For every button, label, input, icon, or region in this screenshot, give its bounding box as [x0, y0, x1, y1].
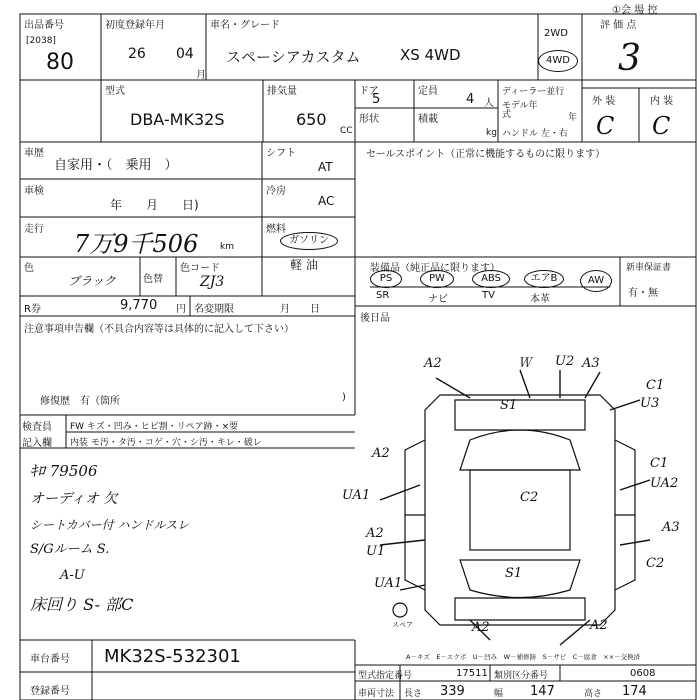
- damage-mark: U1: [366, 544, 386, 559]
- damage-mark: A2: [372, 446, 390, 461]
- damage-mark: S1: [500, 398, 518, 413]
- equip-sr: SR: [376, 290, 390, 301]
- color-label: 色: [24, 263, 34, 274]
- capacity-unit: 人: [484, 98, 494, 109]
- height: 174: [622, 684, 647, 699]
- cc-unit: CC: [340, 126, 353, 136]
- chassis: MK32S-532301: [104, 646, 241, 667]
- shift: AT: [318, 160, 333, 174]
- class-no: 0608: [630, 668, 656, 679]
- equip-tv: TV: [482, 290, 495, 301]
- venue: ①会 場 控: [612, 5, 658, 16]
- inspector-label-1: 検査員: [22, 422, 52, 433]
- notes-label: 注意事項申告欄（不具合内容等は具体的に記入して下さい）: [24, 324, 294, 335]
- usage: 自家用・（ 乗用 ）: [54, 158, 178, 173]
- doors: 5: [372, 92, 381, 107]
- model-cert: 17511: [456, 668, 488, 679]
- mileage: 7万9千506: [74, 230, 199, 258]
- shift-label: シフト: [266, 148, 296, 159]
- repair-close: ): [342, 392, 346, 403]
- repair-label: 修復歴 有（箇所: [40, 396, 120, 407]
- interior-label: 内 装: [650, 96, 674, 107]
- displacement-label: 排気量: [267, 86, 297, 97]
- displacement: 650: [296, 110, 327, 129]
- later-items-label: 後日品: [360, 313, 390, 324]
- equip-airbag: エアB: [524, 270, 564, 288]
- equip-leather: 本革: [530, 294, 550, 305]
- damage-mark: C2: [520, 490, 539, 505]
- color: ブラック: [68, 274, 116, 288]
- damage-mark: UA1: [374, 576, 403, 591]
- ac: AC: [318, 194, 335, 208]
- reg-number-label: 登録番号: [30, 686, 70, 697]
- equip-label: 装備品（純正品に限ります）: [370, 263, 500, 274]
- damage-mark: U2: [555, 354, 575, 369]
- color-code: ZJ3: [200, 274, 225, 290]
- interior-grade: C: [652, 112, 671, 140]
- equip-navi: ナビ: [428, 294, 448, 305]
- doors-label: ドア: [359, 86, 379, 97]
- width-label: 幅: [494, 689, 504, 699]
- damage-mark: U3: [640, 396, 660, 411]
- damage-mark: A3: [582, 356, 600, 371]
- new-warranty: 有・無: [628, 288, 658, 299]
- shape-label: 形状: [359, 114, 379, 125]
- note-line: シートカバー付 ハンドルスレ: [30, 518, 190, 532]
- first-reg-label: 初度登録年月: [105, 20, 165, 31]
- reg-month: 04: [176, 46, 194, 62]
- car-diagram: [393, 395, 635, 625]
- damage-mark: A2: [590, 618, 608, 633]
- damage-mark: C1: [650, 456, 669, 471]
- damage-mark: C1: [646, 378, 665, 393]
- recycle-label: R券: [24, 304, 41, 315]
- note-line: S/Gルーム S.: [30, 542, 110, 557]
- class-label: 類別区分番号: [494, 671, 549, 681]
- inspector-row-1: FW キズ・凹み・ヒビ割・リペア跡・×要: [70, 422, 239, 432]
- inspector-label-2: 記入欄: [22, 438, 52, 449]
- drive-4wd-circled: 4WD: [538, 50, 578, 72]
- capacity-label: 定員: [418, 86, 438, 97]
- note-line: 床回り S- 部C: [30, 595, 134, 614]
- spare-label: スペア: [392, 621, 413, 629]
- damage-mark: S1: [505, 566, 523, 581]
- fuel-label: 燃料: [266, 224, 286, 235]
- damage-mark: A2: [366, 526, 384, 541]
- selling-label: セールスポイント（正常に機能するものに限ります）: [366, 149, 606, 160]
- damage-mark: A3: [662, 520, 680, 535]
- inspection: 年 月 日): [110, 198, 199, 212]
- usage-label: 車歴: [24, 148, 44, 159]
- reg-year: 26: [128, 46, 146, 62]
- year-unit: 年: [568, 113, 578, 123]
- drive-2wd: 2WD: [544, 28, 568, 39]
- color-code-label: 色コード: [180, 263, 220, 274]
- damage-mark: C2: [646, 556, 665, 571]
- height-label: 高さ: [584, 689, 603, 699]
- fuel-circled: ガソリン: [280, 232, 338, 250]
- chassis-label: 車台番号: [30, 654, 70, 665]
- dealer-label: ディーラー並行: [502, 87, 565, 97]
- damage-mark: A2: [424, 356, 442, 371]
- note-line: ｷﾛ 79506: [30, 462, 98, 480]
- lot-number: 80: [46, 50, 74, 75]
- ac-label: 冷房: [266, 186, 286, 197]
- model-label: 型式: [105, 86, 125, 97]
- model: DBA-MK32S: [130, 110, 225, 129]
- color-change-label: 色替: [143, 274, 163, 285]
- model-cert-label: 型式指定番号: [358, 671, 413, 681]
- month-unit: 月: [196, 70, 206, 81]
- equip-pw: PW: [420, 270, 454, 288]
- car-name-label: 車名・グレード: [210, 20, 280, 31]
- exterior-label: 外 装: [592, 96, 616, 107]
- kg-unit: kg: [486, 128, 497, 138]
- load-label: 積載: [418, 114, 438, 125]
- width: 147: [530, 684, 555, 699]
- car-grade: XS 4WD: [400, 46, 461, 64]
- length-label: 長さ: [404, 689, 423, 699]
- mileage-label: 走行: [24, 224, 44, 235]
- lot-sub: [2038]: [26, 36, 56, 46]
- yen-unit: 円: [176, 304, 186, 315]
- fuel-alt: 軽 油: [290, 258, 318, 272]
- dim-label: 車両寸法: [358, 689, 395, 699]
- length: 339: [440, 684, 465, 699]
- rating-label: 評 価 点: [600, 20, 637, 31]
- damage-mark: UA1: [342, 488, 371, 503]
- damage-mark: A2: [472, 620, 490, 635]
- model-year-label: モデル年式: [502, 101, 538, 120]
- exterior-grade: C: [596, 112, 615, 140]
- new-warranty-label: 新車保証書: [626, 263, 672, 273]
- lot-label: 出品番号: [24, 20, 64, 31]
- equip-aw: AW: [580, 270, 612, 292]
- car-name: スペーシアカスタム: [226, 48, 361, 66]
- note-line: A-U: [60, 568, 85, 583]
- inspection-label: 車検: [24, 186, 44, 197]
- capacity: 4: [466, 92, 475, 107]
- reg-limit: 月 日: [280, 304, 320, 315]
- equip-ps: PS: [370, 270, 402, 288]
- reg-limit-label: 名変期限: [194, 304, 234, 315]
- recycle: 9,770: [120, 298, 158, 313]
- handle-label: ハンドル 左・右: [502, 129, 568, 139]
- damage-legend: A－キズ E－エクボ U－凹み W－補修跡 S－サビ C－腐食 ××－交換済: [406, 653, 641, 661]
- km-unit: km: [220, 242, 234, 252]
- rating: 3: [618, 38, 641, 79]
- damage-mark: Ｗ: [518, 356, 532, 371]
- inspector-row-2: 内装 モ汚・タ汚・コゲ・穴・シ汚・キレ・破レ: [70, 438, 262, 448]
- damage-mark: UA2: [650, 476, 679, 491]
- note-line: オーディオ 欠: [30, 491, 118, 507]
- equip-abs: ABS: [472, 270, 510, 288]
